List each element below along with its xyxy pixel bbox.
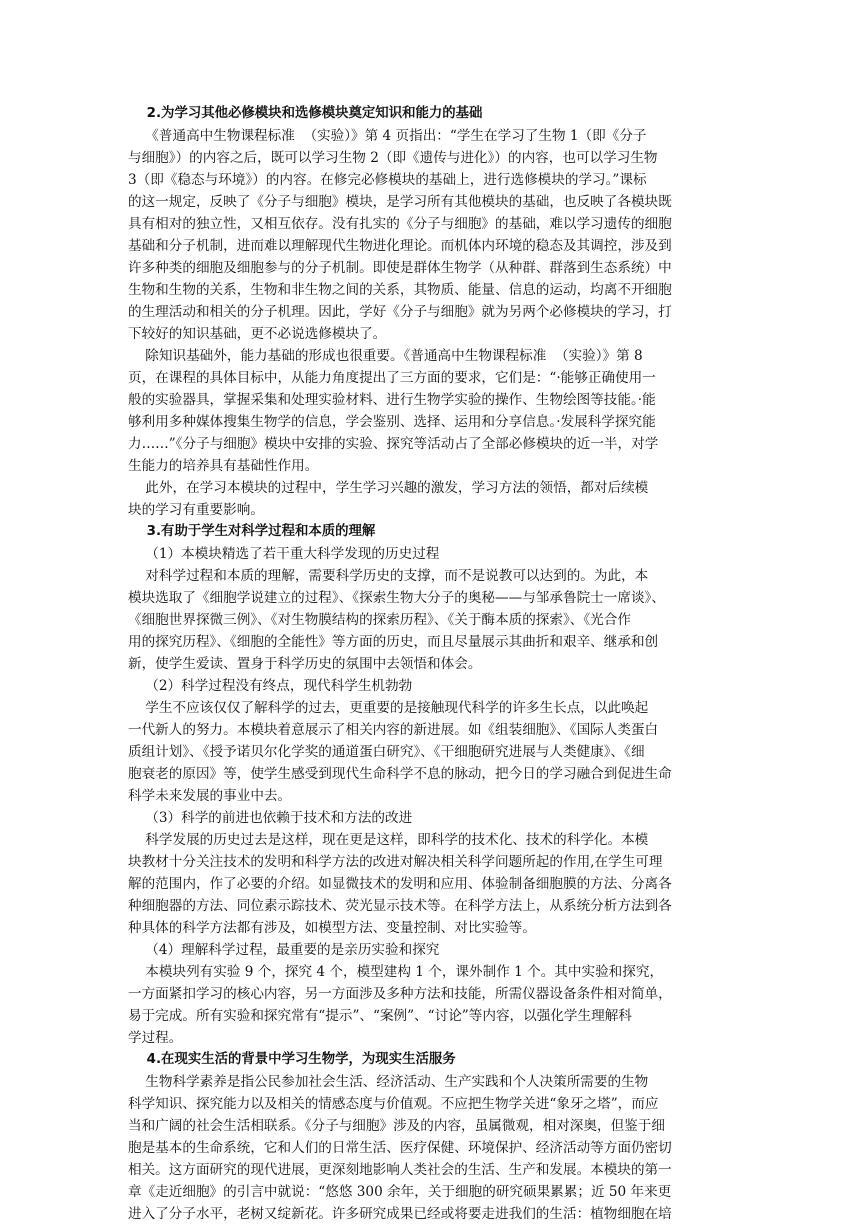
body-text-line: 胞是基本的生命系统，它和人们的日常生活、医疗保健、环境保护、经济活动等方面仍密切: [128, 1140, 672, 1156]
body-text-line: 页，在课程的具体目标中，从能力角度提出了三方面的要求，它们是：“·能够正确使用一: [128, 370, 656, 386]
body-text-line: 当和广阔的社会生活相联系。《分子与细胞》涉及的内容，虽属微观，相对深奥，但鉴于细: [128, 1118, 665, 1134]
section-heading: 4.在现实生活的背景中学习生物学，为现实生活服务: [128, 1052, 456, 1067]
body-text-line: 此外，在学习本模块的过程中，学生学习兴趣的激发，学习方法的领悟，都对后续模: [128, 480, 649, 496]
body-text-line: （3）科学的前进也依赖于技术和方法的改进: [128, 810, 413, 826]
body-text-line: 块的学习有重要影响。: [128, 502, 264, 518]
body-text-line: 的生理活动和相关的分子机理。因此，学好《分子与细胞》就为另两个必修模块的学习，打: [128, 304, 672, 320]
section-heading: 3.有助于学生对科学过程和本质的理解: [128, 524, 376, 539]
body-text-line: 一代新人的努力。本模块着意展示了相关内容的新进展。如《组装细胞》、《国际人类蛋白: [128, 722, 659, 738]
body-text-line: 对科学过程和本质的理解，需要科学历史的支撑，而不是说教可以达到的。为此，本: [128, 568, 649, 584]
body-text-line: 科学知识、探究能力以及相关的情感态度与价值观。不应把生物学关进“象牙之塔”，而应: [128, 1096, 659, 1112]
body-text-line: 科学未来发展的事业中去。: [128, 788, 292, 804]
body-text-line: 种具体的科学方法都有涉及，如模型方法、变量控制、对比实验等。: [128, 920, 536, 936]
body-text-line: 章《走近细胞》的引言中就说：“悠悠 300 余年，关于细胞的研究硕果累累；近 50 年来更: [128, 1184, 672, 1200]
body-text-line: 相关。这方面研究的现代进展，更深刻地影响人类社会的生活、生产和发展。本模块的第一: [128, 1162, 672, 1178]
body-text-line: 《细胞世界探微三例》、《对生物膜结构的探索历程》、《关于酶本质的探索》、《光合作: [128, 612, 631, 628]
body-text-line: 解的范围内，作了必要的介绍。如显微技术的发明和应用、体验制备细胞膜的方法、分离各: [128, 876, 672, 892]
body-text-line: 进入了分子水平，老树又绽新花。许多研究成果已经或将要走进我们的生活：植物细胞在培: [128, 1206, 672, 1222]
body-text-line: 除知识基础外，能力基础的形成也很重要。《普通高中生物课程标准 （实验）》第 8: [128, 348, 643, 364]
body-text-line: 学生不应该仅仅了解科学的过去，更重要的是接触现代科学的许多生长点，以此唤起: [128, 700, 649, 716]
body-text-line: 《普通高中生物课程标准 （实验）》第 4 页指出：“学生在学习了生物 1（即《分子: [128, 128, 647, 144]
body-text-line: 生能力的培养具有基础性作用。: [128, 458, 319, 474]
body-text-line: 胞衰老的原因》等，使学生感受到现代生命科学不息的脉动，把今日的学习融合到促进生命: [128, 766, 672, 782]
body-text-line: 质组计划》、《授予诺贝尔化学奖的通道蛋白研究》、《干细胞研究进展与人类健康》、《细: [128, 744, 645, 760]
body-text-line: （2）科学过程没有终点，现代科学生机勃勃: [128, 678, 413, 694]
body-text-line: （1）本模块精选了若干重大科学发现的历史过程: [128, 546, 440, 562]
body-text-line: 3（即《稳态与环境》）的内容。在修完必修模块的基础上，进行选修模块的学习。”课标: [128, 172, 647, 188]
body-text-line: 种细胞器的方法、同位素示踪技术、荧光显示技术等。在科学方法上，从系统分析方法到各: [128, 898, 672, 914]
body-text-line: 本模块列有实验 9 个，探究 4 个，模型建构 1 个，课外制作 1 个。其中实验和探究，: [128, 964, 664, 980]
body-text-line: 的这一规定，反映了《分子与细胞》模块，是学习所有其他模块的基础，也反映了各模块既: [128, 194, 672, 210]
body-text-line: 基础和分子机制，进而难以理解现代生物进化理论。而机体内环境的稳态及其调控，涉及到: [128, 238, 672, 254]
body-text-line: 学过程。: [128, 1030, 183, 1046]
body-text-line: 块教材十分关注技术的发明和科学方法的改进对解决相关科学问题所起的作用,在学生可理: [128, 854, 663, 870]
body-text-line: 下较好的知识基础，更不必说选修模块了。: [128, 326, 387, 342]
body-text-line: 模块选取了《细胞学说建立的过程》、《探索生物大分子的奥秘——与邹承鲁院士一席谈》、: [128, 590, 665, 606]
body-text-line: 一方面紧扣学习的核心内容，另一方面涉及多种方法和技能，所需仪器设备条件相对简单，: [128, 986, 672, 1002]
body-text-line: 够利用多种媒体搜集生物学的信息，学会鉴别、选择、运用和分享信息。·发展科学探究能: [128, 414, 656, 430]
body-text-line: 科学发展的历史过去是这样，现在更是这样，即科学的技术化、技术的科学化。本模: [128, 832, 649, 848]
body-text-line: 用的探究历程》、《细胞的全能性》等方面的历史，而且尽量展示其曲折和艰辛、继承和创: [128, 634, 659, 650]
body-text-line: 生物科学素养是指公民参加社会生活、经济活动、生产实践和个人决策所需要的生物: [128, 1074, 649, 1090]
body-text-line: 新，使学生爱读、置身于科学历史的氛围中去领悟和体会。: [128, 656, 482, 672]
body-text-line: 般的实验器具，掌握采集和处理实验材料、进行生物学实验的操作、生物绘图等技能。·能: [128, 392, 656, 408]
body-text-line: （4）理解科学过程，最重要的是亲历实验和探究: [128, 942, 440, 958]
body-text-line: 与细胞》）的内容之后，既可以学习生物 2（即《遗传与进化》）的内容，也可以学习生物: [128, 150, 658, 166]
body-text-line: 力……”《分子与细胞》模块中安排的实验、探究等活动占了全部必修模块的近一半，对学: [128, 436, 659, 452]
document-page: [128, 103, 736, 1225]
body-text-line: 生物和生物的关系，生物和非生物之间的关系，其物质、能量、信息的运动，均离不开细胞: [128, 282, 672, 298]
body-text-line: 许多种类的细胞及细胞参与的分子机制。即使是群体生物学（从种群、群落到生态系统）中: [128, 260, 672, 276]
body-text-line: 易于完成。所有实验和探究常有“提示”、“案例”、“讨论”等内容，以强化学生理解科: [128, 1008, 632, 1024]
body-text-line: 具有相对的独立性，又相互依存。没有扎实的《分子与细胞》的基础，难以学习遗传的细胞: [128, 216, 672, 232]
section-heading: 2.为学习其他必修模块和选修模块奠定知识和能力的基础: [128, 106, 483, 121]
